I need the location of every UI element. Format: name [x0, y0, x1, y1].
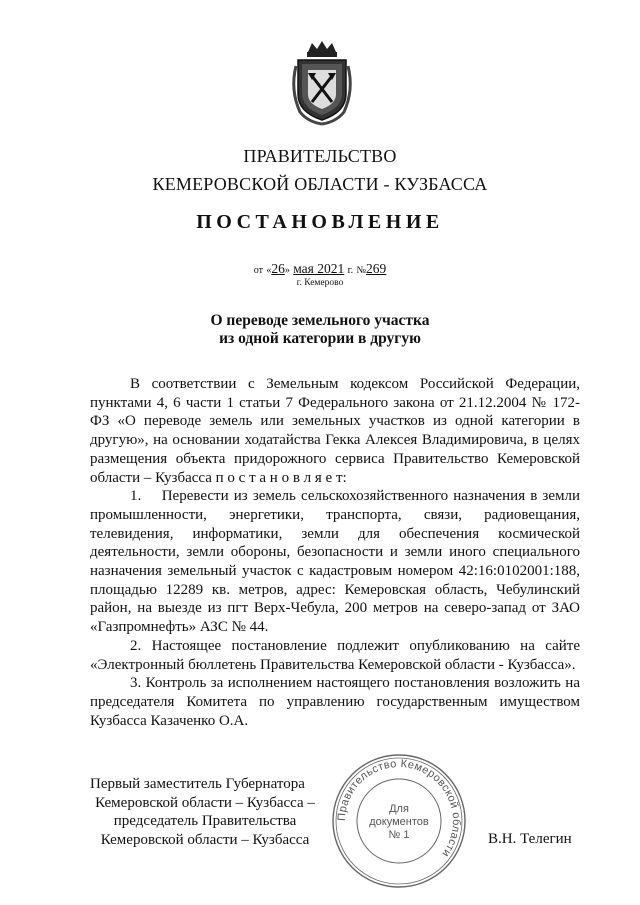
signer-name: В.Н. Телегин [488, 831, 572, 847]
date-day: 26 [271, 261, 285, 276]
date-month-year: мая 2021 [293, 261, 345, 276]
body-item-2: 2. Настоящее постановление подлежит опубликованию на сайте «Электронный бюллетень Правительства Кемеровской области - Кузбасса». [90, 637, 580, 673]
date-open-quote: « [266, 265, 272, 276]
signer-title-line2: Кемеровской области – Кузбасса – [95, 794, 315, 811]
document-type: ПОСТАНОВЛЕНИЕ [196, 211, 444, 233]
stamp-ring-text: Правительство Кемеровской области [335, 757, 463, 860]
body-intro: В соответствии с Земельным кодексом Российской Федерации, пунктами 4, 6 части 1 статьи 7 Федерального закона от 21.12.2004 № 172-ФЗ «О переводе земель или земельных участков из одной категории в другую», на основании ходатайства Гекка Алексея Владимировича, в целях размещения объекта придорожного сервиса Правительство Кемеровской области – Кузбасса п о с т а н о в л я е т: [90, 376, 580, 486]
official-stamp [330, 752, 468, 890]
signer-title-line1: Первый заместитель Губернатора [90, 776, 305, 792]
stamp-inner-line2: документов [369, 816, 429, 828]
date-close-quote: » [284, 265, 290, 276]
stamp-inner-line3: № 1 [388, 829, 410, 841]
body-item-1: 1. Перевести из земель сельскохозяйственного назначения в земли промышленности, энергетики, транспорта, связи, радиовещания, телевидения, информатики, земли для обеспечения космической деятельности, земли обороны, безопасности и земли иного специального назначения земельный участок с кадастровым номером 42:16:0102001:188, площадью 12289 кв. метров, адрес: Кемеровская область, Чебулинский район, на выезде из пгт Верх-Чебула, 200 метров на северо-запад от ЗАО «Газпромнефть» АЗС № 44. [90, 488, 580, 636]
org-name-line2: КЕМЕРОВСКОЙ ОБЛАСТИ - КУЗБАССА [152, 174, 488, 194]
date-year-suffix: г. [347, 265, 354, 276]
subject-line2: из одной категории в другую [219, 330, 421, 347]
document-number: 269 [366, 261, 387, 276]
body-item-3: 3. Контроль за исполнением настоящего постановления возложить на председателя Комитета по управлению государственным имуществом Кузбасса Казаченко О.А. [90, 675, 580, 729]
city: г. Кемерово [296, 278, 344, 288]
signer-title [90, 775, 320, 850]
stamp-inner-line1: Для [389, 803, 409, 815]
signer-title-line3: председатель Правительства [113, 813, 297, 830]
number-sign: № [356, 265, 367, 276]
coat-of-arms-icon [288, 40, 356, 126]
date-line [0, 261, 640, 277]
signer-title-line4: Кемеровской области – Кузбасса [100, 832, 310, 849]
document-body [90, 375, 580, 730]
org-name-line1: ПРАВИТЕЛЬСТВО [243, 146, 397, 166]
subject-line1: О переводе земельного участка [210, 312, 430, 329]
date-prefix: от [253, 265, 263, 276]
